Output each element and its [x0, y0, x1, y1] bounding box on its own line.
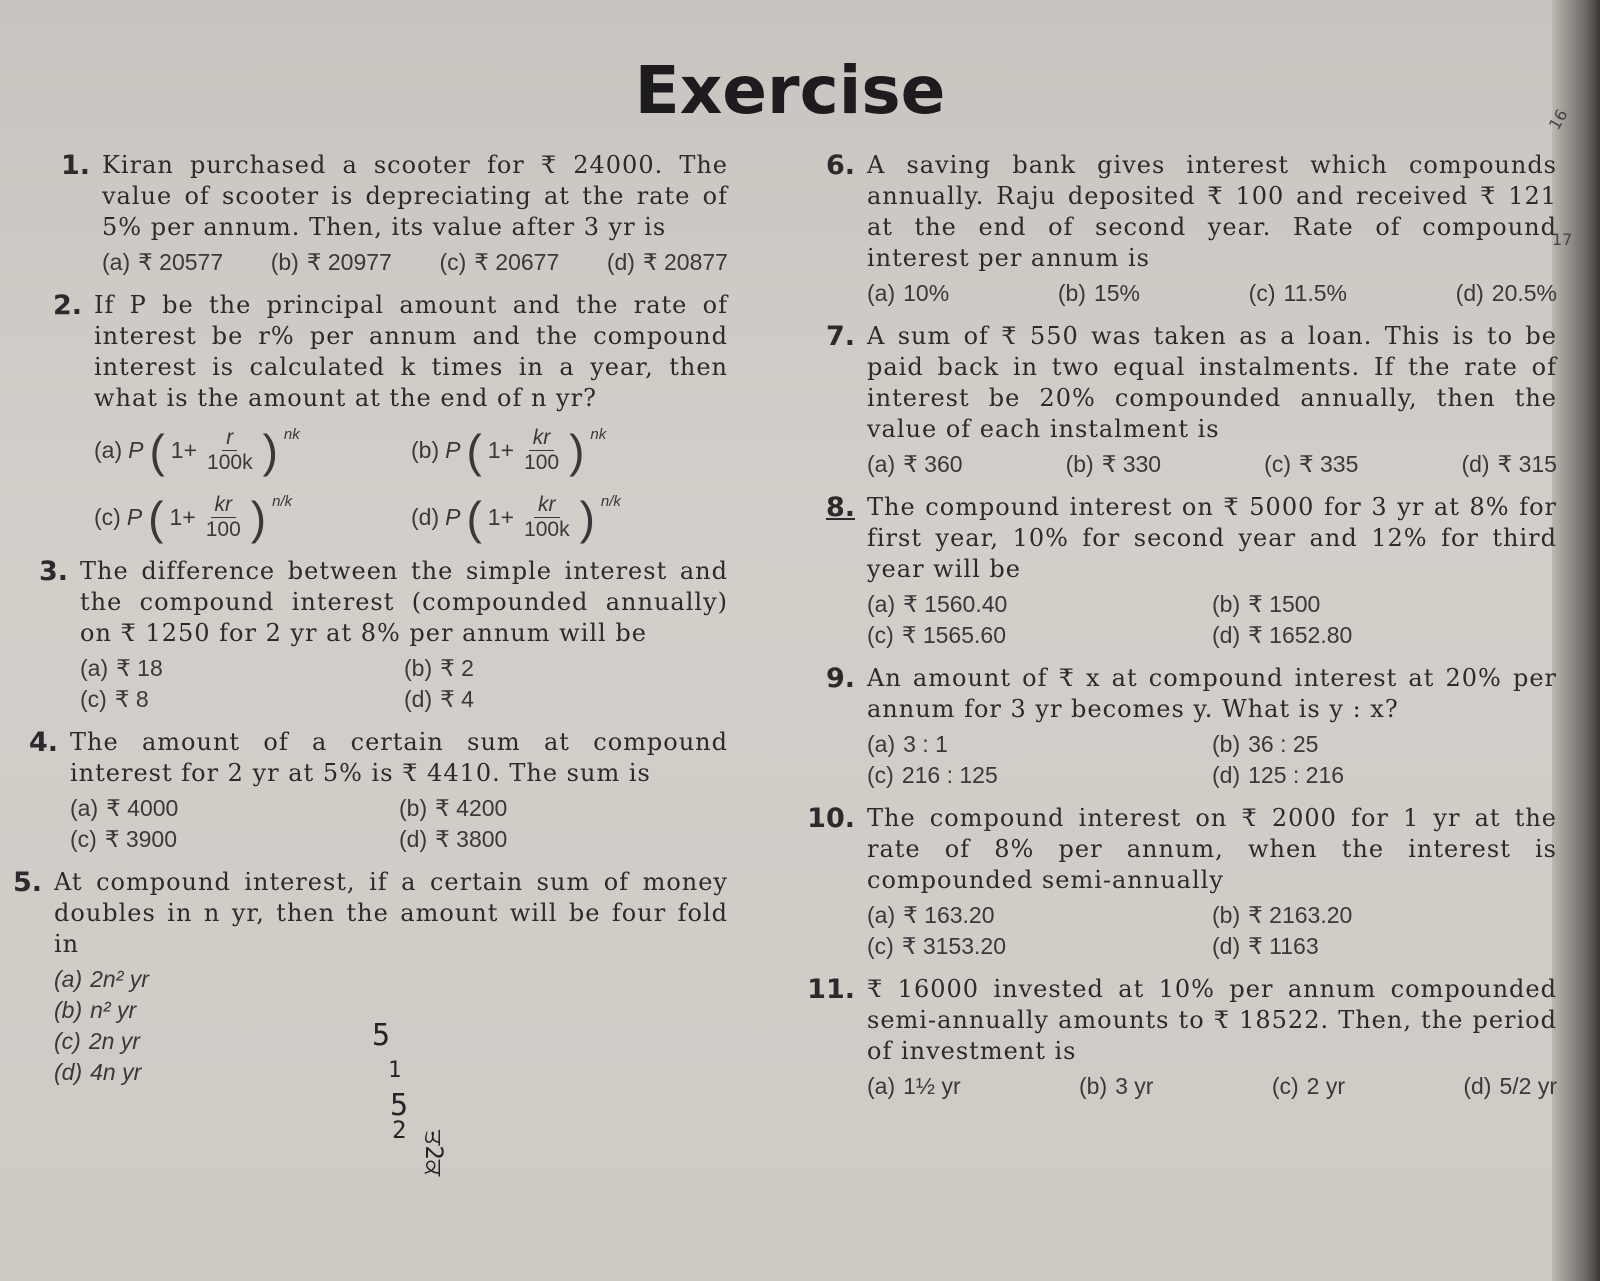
question-text: If P be the principal amount and the rate of interest be r% per annum and the compound interest is calculated k times in a year, then what is the amount at the end of n yr?: [94, 291, 728, 412]
option-d[interactable]: (d) ₹ 1163: [1212, 933, 1319, 959]
formula-options: [94, 426, 728, 542]
option-d[interactable]: (d) ₹ 315: [1461, 451, 1557, 477]
option-c[interactable]: (c) 2 yr: [1271, 1073, 1345, 1099]
option-a[interactable]: (a) ₹ 360: [867, 451, 963, 477]
margin-mark: 16: [1544, 105, 1572, 134]
option-b[interactable]: (b) 3 yr: [1079, 1073, 1154, 1099]
question-text: At compound interest, if a certain sum of money doubles in n yr, then the amount will be four fold in: [54, 868, 728, 958]
question-number: 10.: [807, 803, 855, 834]
option-c[interactable]: (c) ₹ 3900: [70, 826, 178, 852]
question-text: The compound interest on ₹ 5000 for 3 yr at 8% for first year, 10% for second year and 12% for third year will be: [867, 493, 1557, 583]
option-a[interactable]: (a) 3 : 1: [867, 731, 948, 757]
option-c[interactable]: (c) 216 : 125: [867, 762, 998, 788]
handwritten-note: 1: [388, 1058, 402, 1083]
handwritten-note: ਤ2ਕ: [420, 1130, 448, 1177]
question-number: 7.: [825, 321, 855, 352]
question-6: [805, 150, 1557, 307]
option-a[interactable]: (a) 1½ yr: [867, 1073, 961, 1099]
option-d[interactable]: (d) ₹ 1652.80: [1212, 622, 1353, 648]
question-9: [805, 663, 1557, 789]
options: [867, 731, 1557, 789]
option-a[interactable]: (a) ₹ 20577: [102, 249, 224, 275]
question-2: [32, 290, 728, 542]
option-d[interactable]: (d) P ( 1+ $\frac{kr}{100k}$ ) n/k: [411, 491, 621, 544]
option-c[interactable]: (c) P ( 1+ $\frac{kr}{100}$ ) n/k: [94, 491, 293, 544]
question-number: 4.: [28, 727, 58, 758]
question-text: The amount of a certain sum at compound interest for 2 yr at 5% is ₹ 4410. The sum is: [70, 728, 728, 787]
question-11: [805, 974, 1557, 1100]
question-3: [18, 556, 728, 713]
question-number: 9.: [825, 663, 855, 694]
question-text: ₹ 16000 invested at 10% per annum compounded semi-annually amounts to ₹ 18522. Then, the period of investment is: [867, 975, 1557, 1065]
option-d[interactable]: (d) 5/2 yr: [1463, 1073, 1557, 1099]
option-a[interactable]: (a) ₹ 18: [80, 655, 163, 681]
question-number: 3.: [38, 556, 68, 587]
question-text: The difference between the simple interest and the compound interest (compounded annually) on ₹ 1250 for 2 yr at 8% per annum will be: [80, 557, 728, 647]
option-b[interactable]: (b) 15%: [1057, 280, 1140, 306]
options: [867, 280, 1557, 307]
question-number: 1.: [60, 150, 90, 181]
options: [70, 795, 728, 853]
question-text: A sum of ₹ 550 was taken as a loan. This is to be paid back in two equal instalments. If the rate of interest be 20% compounded annually, then the value of each instalment is: [867, 322, 1557, 443]
question-text: Kiran purchased a scooter for ₹ 24000. The value of scooter is depreciating at the rate of 5% per annum. Then, its value after 3 yr is: [102, 151, 728, 241]
option-a[interactable]: (a) ₹ 1560.40: [867, 591, 1008, 617]
option-b[interactable]: (b) n² yr: [54, 997, 137, 1023]
options: [867, 902, 1557, 960]
options: [102, 249, 728, 276]
question-number: 11.: [807, 974, 855, 1005]
question-number: 2.: [52, 290, 82, 321]
margin-mark: 17: [1552, 230, 1573, 249]
handwritten-note: 5: [372, 1018, 391, 1053]
option-b[interactable]: (b) ₹ 1500: [1212, 591, 1321, 617]
option-b[interactable]: (b) ₹ 330: [1065, 451, 1162, 477]
option-d[interactable]: (d) ₹ 4: [404, 686, 474, 712]
option-b[interactable]: (b) P ( 1+ $\frac{kr}{100}$ ) nk: [411, 424, 607, 477]
option-d[interactable]: (d) ₹ 3800: [399, 826, 508, 852]
question-10: [805, 803, 1557, 960]
question-5: [0, 867, 728, 1086]
option-c[interactable]: (c) 2n yr: [54, 1028, 140, 1054]
question-text: An amount of ₹ x at compound interest at 20% per annum for 3 yr becomes y. What is y : x?: [867, 664, 1557, 723]
question-number: 5.: [12, 867, 42, 898]
option-a[interactable]: (a) P ( 1+ $\frac{r}{100k}$ ) nk: [94, 424, 300, 477]
question-number: 8.: [825, 492, 855, 523]
option-a[interactable]: (a) 10%: [867, 280, 950, 306]
options: [80, 655, 728, 713]
question-number: 6.: [825, 150, 855, 181]
option-c[interactable]: (c) ₹ 335: [1264, 451, 1359, 477]
question-1: [40, 150, 728, 276]
options: [867, 1073, 1557, 1100]
option-b[interactable]: (b) ₹ 2: [404, 655, 474, 681]
page-edge-shadow: [1552, 0, 1600, 1281]
option-c[interactable]: (c) ₹ 8: [80, 686, 149, 712]
question-4: [8, 727, 728, 853]
question-7: [805, 321, 1557, 478]
option-c[interactable]: (c) ₹ 1565.60: [867, 622, 1006, 648]
option-b[interactable]: (b) ₹ 20977: [270, 249, 392, 275]
option-a[interactable]: (a) ₹ 163.20: [867, 902, 995, 928]
option-b[interactable]: (b) 36 : 25: [1212, 731, 1319, 757]
question-8: [805, 492, 1557, 649]
question-text: A saving bank gives interest which compounds annually. Raju deposited ₹ 100 and received ₹ 121 at the end of second year. Rate of compound interest per annum is: [867, 151, 1557, 272]
option-d[interactable]: (d) 20.5%: [1455, 280, 1557, 306]
handwritten-note: 5: [390, 1088, 409, 1123]
option-b[interactable]: (b) ₹ 2163.20: [1212, 902, 1353, 928]
option-a[interactable]: (a) 2n² yr: [54, 966, 149, 992]
option-c[interactable]: (c) ₹ 20677: [439, 249, 560, 275]
option-c[interactable]: (c) 11.5%: [1248, 280, 1347, 306]
option-d[interactable]: (d) ₹ 20877: [606, 249, 728, 275]
option-d[interactable]: (d) 4n yr: [54, 1059, 142, 1085]
question-text: The compound interest on ₹ 2000 for 1 yr at the rate of 8% per annum, when the interest is compounded semi-annually: [867, 804, 1557, 894]
right-column: [805, 150, 1557, 1114]
page-title: Exercise: [634, 52, 946, 129]
left-column: [8, 150, 728, 1100]
options: [867, 451, 1557, 478]
options: [867, 591, 1557, 649]
option-c[interactable]: (c) ₹ 3153.20: [867, 933, 1006, 959]
handwritten-note: 2: [392, 1116, 407, 1144]
option-a[interactable]: (a) ₹ 4000: [70, 795, 179, 821]
option-b[interactable]: (b) ₹ 4200: [399, 795, 508, 821]
option-d[interactable]: (d) 125 : 216: [1212, 762, 1345, 788]
